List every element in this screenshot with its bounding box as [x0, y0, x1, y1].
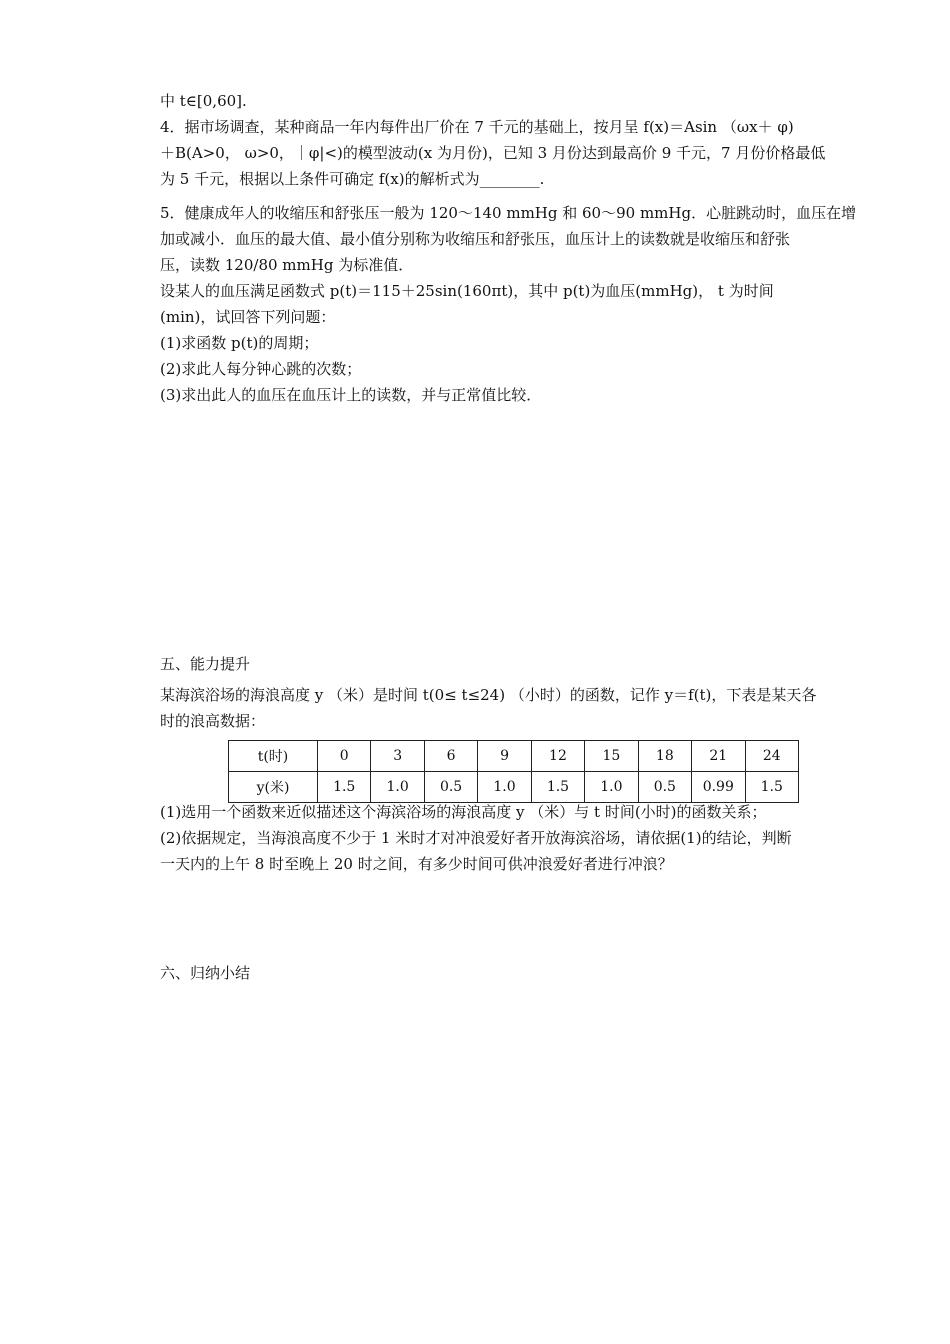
text-line: 压，读数 120/80 mmHg 为标准值． [160, 256, 414, 274]
table-row [229, 741, 799, 772]
table-cell: 18 [638, 741, 691, 772]
table-cell: 24 [745, 741, 799, 772]
problem4 [160, 114, 872, 192]
section5-questions [160, 799, 872, 877]
problem3-tail [160, 88, 872, 114]
section5-intro [160, 682, 872, 734]
table-cell: 0.5 [638, 772, 691, 803]
text-line: (3)求出此人的血压在血压计上的读数，并与正常值比较． [160, 386, 542, 404]
table-header-cell: y(米) [229, 772, 318, 803]
table-cell: 9 [478, 741, 531, 772]
table-cell: 0.5 [424, 772, 477, 803]
table-cell: 15 [585, 741, 638, 772]
text-line: 加或减小．血压的最大值、最小值分别称为收缩压和舒张压，血压计上的读数就是收缩压和舒张 [160, 230, 791, 248]
text-line: (2)求此人每分钟心跳的次数； [160, 360, 362, 378]
text-line: ＋B(A>0， ω>0，｜φ|<)的模型波动(x 为月份)，已知 3 月份达到最高价 9 千元，7 月份价格最低 [160, 144, 826, 162]
text-line: 4．据市场调查，某种商品一年内每件出厂价在 7 千元的基础上，按月呈 f(x)＝Asin （ωx＋ φ) [160, 118, 794, 136]
table-cell: 12 [531, 741, 584, 772]
text-line: (min)，试回答下列问题： [160, 308, 336, 326]
table-cell: 1.0 [478, 772, 531, 803]
text-line: 为 5 千元，根据以上条件可确定 f(x)的解析式为________. [160, 170, 545, 188]
text-line: 时的浪高数据： [160, 712, 266, 730]
table-cell: 21 [692, 741, 745, 772]
table-cell: 1.5 [745, 772, 799, 803]
text-line: (1)选用一个函数来近似描述这个海滨浴场的海浪高度 y （米）与 t 时间(小时)的函数关系； [160, 803, 767, 821]
text-line: 一天内的上午 8 时至晚上 20 时之间，有多少时间可供冲浪爱好者进行冲浪？ [160, 855, 673, 873]
table-row [229, 772, 799, 803]
table-cell: 6 [424, 741, 477, 772]
table-cell: 1.0 [371, 772, 424, 803]
table-cell: 0 [318, 741, 371, 772]
wave-height-table [228, 740, 799, 803]
text-line: (2)依据规定，当海浪高度不少于 1 米时才对冲浪爱好者开放海滨浴场，请依据(1)的结论，判断 [160, 829, 792, 847]
problem5 [160, 200, 872, 408]
table-cell: 1.5 [318, 772, 371, 803]
section-heading-ability: 五、能力提升 [160, 655, 251, 673]
table-cell: 0.99 [692, 772, 745, 803]
text-line: 5．健康成年人的收缩压和舒张压一般为 120～140 mmHg 和 60～90 mmHg．心脏跳动时，血压在增 [160, 204, 857, 222]
text-line: 中 t∈[0,60]. [160, 92, 247, 110]
table-cell: 3 [371, 741, 424, 772]
text-line: 某海滨浴场的海浪高度 y （米）是时间 t(0≤ t≤24) （小时）的函数，记作 y＝f(t)，下表是某天各 [160, 686, 817, 704]
text-line: (1)求函数 p(t)的周期； [160, 334, 319, 352]
section-heading-summary: 六、归纳小结 [160, 964, 251, 982]
table-cell: 1.0 [585, 772, 638, 803]
text-line: 设某人的血压满足函数式 p(t)＝115＋25sin(160πt)，其中 p(t)为血压(mmHg)， t 为时间 [160, 282, 774, 300]
table-header-cell: t(时) [229, 741, 318, 772]
table-cell: 1.5 [531, 772, 584, 803]
